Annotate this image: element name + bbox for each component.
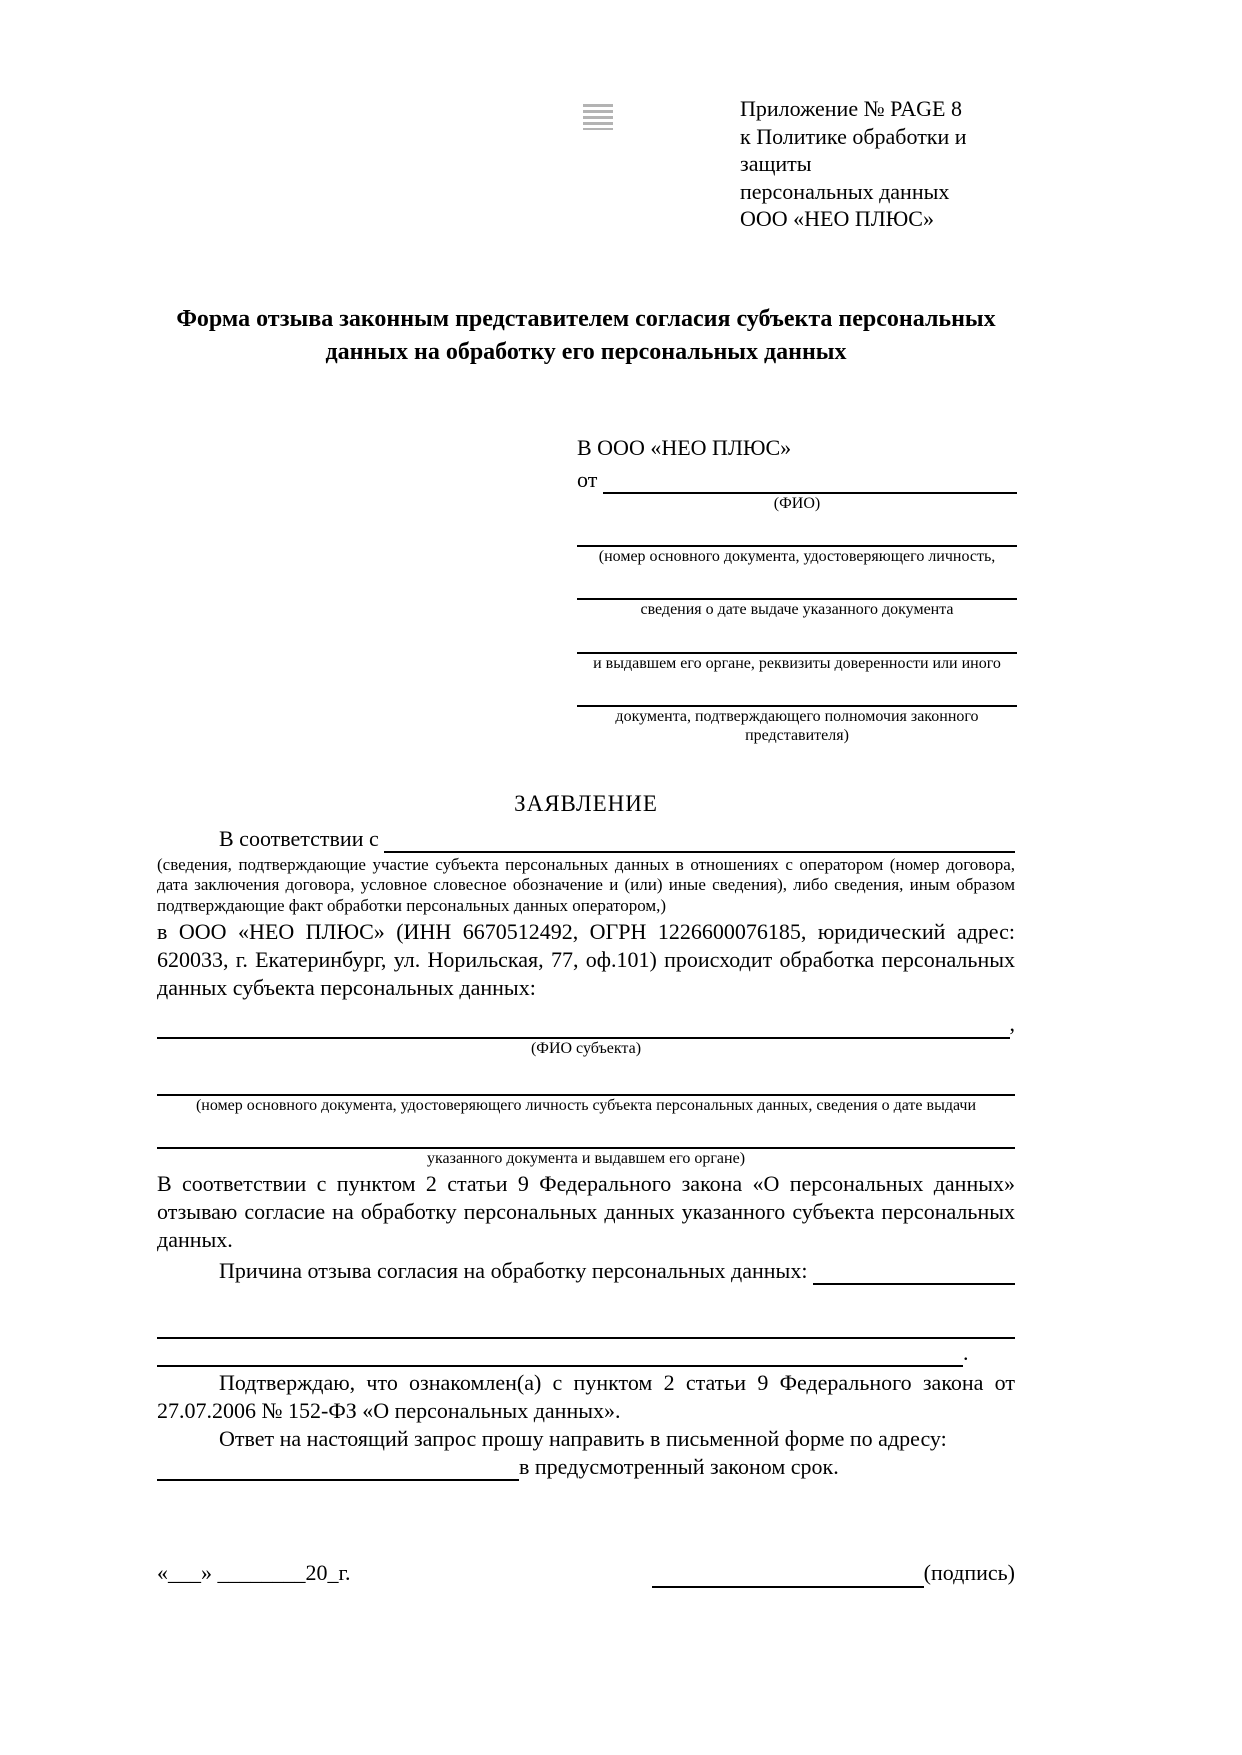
field-caption: и выдавшем его органе, реквизиты доверенности или иного [593, 654, 1001, 672]
fio-caption: (ФИО) [773, 495, 821, 512]
subject-fio-line [157, 1010, 1015, 1038]
small-print-note: (сведения, подтверждающие участие субъекта персональных данных в отношениях с оператором (номер договора, дата заключения договора, условное словесное обозначение и (или) иные сведения), либо сведения, иным образом подтверждающие факт обработки персональных данных оператором,) [157, 854, 1015, 915]
trailing-period: . [963, 1339, 969, 1365]
blank-line [157, 1117, 1015, 1149]
reply-paragraph: Ответ на настоящий запрос прошу направить в письменной форме по адресу: [219, 1426, 947, 1452]
blank-line [577, 515, 1017, 547]
doc-field-pair [577, 568, 1017, 619]
blank-line [157, 1339, 963, 1367]
date-line: «___» ________20_г. [157, 1560, 351, 1586]
from-row [577, 466, 1017, 494]
subject-fio-caption: (ФИО субъекта) [530, 1039, 642, 1057]
subject-doc-pair [157, 1064, 1015, 1115]
statement-heading: ЗАЯВЛЕНИЕ [514, 791, 658, 817]
operator-paragraph: в ООО «НЕО ПЛЮС» (ИНН 6670512492, ОГРН 1226600076185, юридический адрес: 620033, г. Екатеринбург, ул. Норильская, 77, оф.101) происходит обработка персональных данных субъекта персональных данных: [157, 918, 1015, 1001]
withdraw-paragraph: В соответствии с пунктом 2 статьи 9 Федерального закона «О персональных данных» отзываю согласие на обработку персональных данных указанного субъекта персональных данных. [157, 1171, 1015, 1253]
field-caption: документа, подтверждающего полномочия законного представителя) [615, 707, 979, 744]
blank-line-with-period [157, 1339, 1015, 1367]
appendix-line: ООО «НЕО ПЛЮС» [740, 206, 934, 231]
document-title: Форма отзыва законным представителем согласия субъекта персональных данных на обработку его персональных данных [176, 305, 996, 366]
blank-line [157, 1064, 1015, 1096]
blank-line [157, 1011, 1010, 1039]
reply-address-row [157, 1453, 1015, 1481]
doc-field-pair [577, 622, 1017, 673]
blank-line [384, 831, 1015, 853]
appendix-line: Приложение № PAGE 8 [740, 96, 962, 121]
from-label: от [577, 466, 603, 492]
subject-doc-caption: (номер основного документа, удостоверяющего личность субъекта персональных данных, сведения о дате выдачи [195, 1096, 977, 1114]
appendix-header [740, 95, 1030, 233]
reason-label: Причина отзыва согласия на обработку персональных данных: [219, 1257, 813, 1283]
blank-line [157, 1299, 1015, 1339]
blank-line [577, 622, 1017, 654]
reply-tail-text: в предусмотренный законом срок. [519, 1454, 839, 1480]
subject-doc-pair [157, 1117, 1015, 1168]
field-caption: (номер основного документа, удостоверяющего личность, [598, 548, 996, 566]
blank-line [577, 568, 1017, 600]
in-accordance-row [157, 825, 1015, 853]
doc-field-pair [577, 515, 1017, 566]
in-accordance-label: В соответствии с [219, 825, 385, 851]
confirm-paragraph: Подтверждаю, что ознакомлен(а) с пунктом 2 статьи 9 Федерального закона от 27.07.2006 № 152-ФЗ «О персональных данных». [157, 1369, 1015, 1424]
blank-line [577, 675, 1017, 707]
footer-row [157, 1559, 1015, 1587]
addressee-to: В ООО «НЕО ПЛЮС» [577, 434, 792, 460]
trailing-comma: , [1009, 1011, 1015, 1037]
small-striped-marker-icon [583, 104, 613, 130]
appendix-line: к Политике обработки и защиты [740, 123, 967, 176]
blank-line [813, 1263, 1015, 1285]
signature-group [652, 1559, 1015, 1587]
subject-doc-caption: указанного документа и выдавшем его органе) [426, 1149, 746, 1167]
signature-caption: (подпись) [923, 1560, 1015, 1586]
fio-blank-line [603, 472, 1017, 494]
doc-field-pair [577, 675, 1017, 745]
blank-line [157, 1459, 519, 1481]
reason-blank-lines [157, 1299, 1015, 1367]
appendix-line: персональных данных [740, 178, 950, 204]
addressee-block [577, 434, 1017, 745]
reason-row [157, 1257, 1015, 1285]
field-caption: сведения о дате выдаче указанного документа [640, 601, 954, 619]
signature-blank-line [652, 1566, 924, 1588]
